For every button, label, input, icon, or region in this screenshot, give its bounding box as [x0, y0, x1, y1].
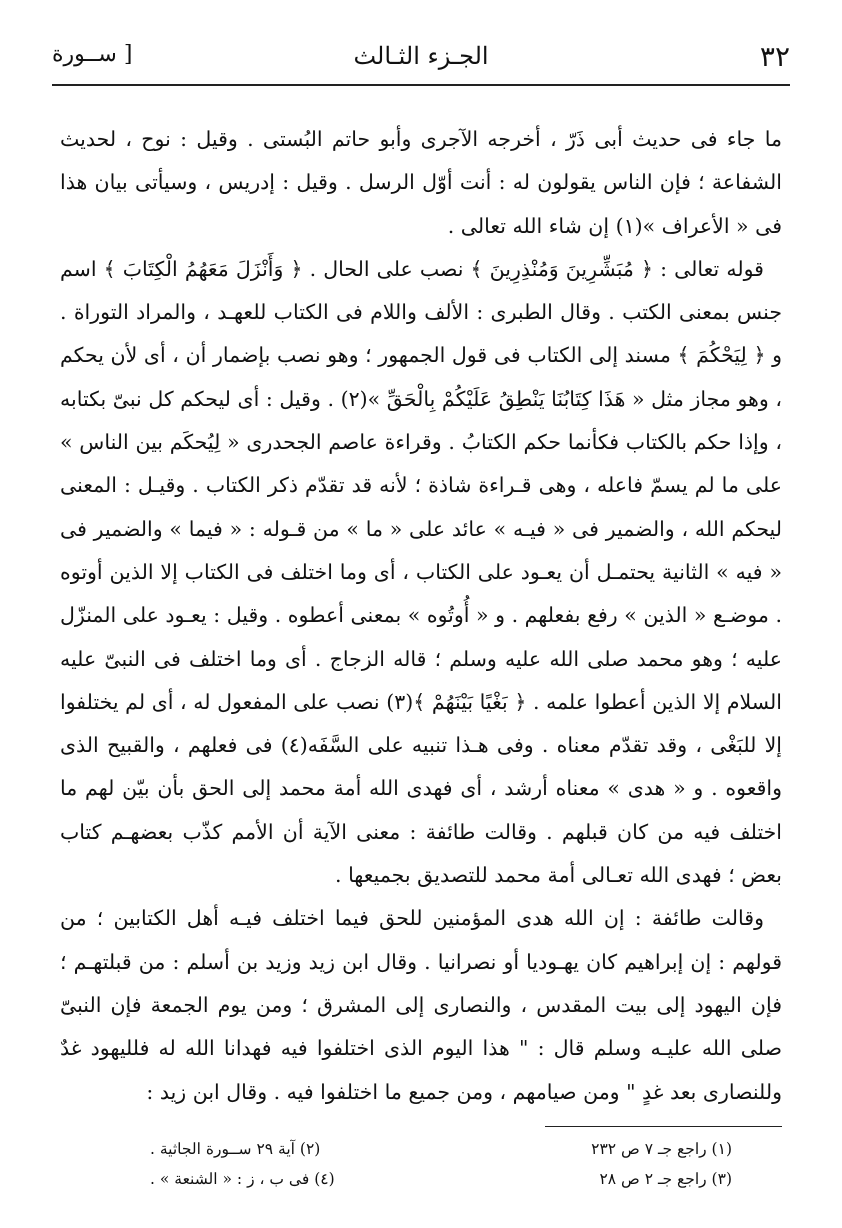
footnote: (٢) آية ٢٩ ســورة الجاثية .	[150, 1140, 321, 1158]
main-text	[60, 118, 782, 1114]
footnote-row	[150, 1134, 732, 1164]
footnote-rule	[545, 1126, 782, 1127]
footnotes	[150, 1134, 732, 1194]
paragraph: ما جاء فى حديث أبى ذَرّ ، أخرجه الآجرى وأبو حاتم البُستى . وقيل : نوح ، لحديث الشفاعة ؛ فإن الناس يقولون له : أنت أوّل الرسل . وقيل : إدريس ، وسيأتى بيان هذا فى « الأعراف »(١) إن شاء الله تعالى .	[60, 127, 782, 238]
footnote: (١) راجع جـ ٧ ص ٢٣٢	[591, 1140, 732, 1158]
footnote-row	[150, 1164, 732, 1194]
footnote: (٣) راجع جـ ٢ ص ٢٨	[599, 1170, 732, 1188]
paragraph: وقالت طائفة : إن الله هدى المؤمنين للحق فيما اختلف فيـه أهل الكتابين ؛ من قولهم : إن إبراهيم كان يهـوديا أو نصرانيا . وقال ابن زيد وزيد بن أسلم : من قبلتهـم ؛ فإن اليهود إلى بيت المقدس ، والنصارى إلى المشرق ؛ ومن يوم الجمعة فإن النبىّ صلى الله عليـه وسلم قال : " هذا اليوم الذى اختلفوا فيه فهدانا الله له فلليهود غدٌ وللنصارى بعد غدٍ " ومن صيامهم ، ومن جميع ما اختلفوا فيه . وقال ابن زيد :	[60, 906, 782, 1104]
footnote: (٤) فى ب ، ز : « الشنعة » .	[150, 1170, 335, 1188]
header-rule	[52, 84, 790, 86]
paragraph: قوله تعالى : ﴿ مُبَشِّرِينَ وَمُنْذِرِينَ ﴾ نصب على الحال . ﴿ وَأَنْزَلَ مَعَهُمُ الْكِتَابَ ﴾ اسم جنس بمعنى الكتب . وقال الطبرى : الألف واللام فى الكتاب للعهـد ، والمراد التوراة . و ﴿ لِيَحْكُمَ ﴾ مسند إلى الكتاب فى قول الجمهور ؛ وهو نصب بإضمار أن ، أى لأن يحكم ، وهو مجاز مثل « هَذَا كِتَابُنَا يَنْطِقُ عَلَيْكُمْ بِالْحَقِّ »(٢) . وقيل : أى ليحكم كل نبىّ بكتابه ، وإذا حكم بالكتاب فكأنما حكم الكتابُ . وقراءة عاصم الجحدرى « لِيُحكَم بين الناس » على ما لم يسمّ فاعله ، وهى قـراءة شاذة ؛ لأنه قد تقدّم ذكر الكتاب . وقيـل : المعنى ليحكم الله ، والضمير فى « فيـه » عائد على « ما » من قـوله : « فيما » والضمير فى « فيه » الثانية يحتمـل أن يعـود على الكتاب ، أى وما اختلف فى الكتاب إلا الذين أوتوه . موضـع « الذين » رفع بفعلهم . و « أُوتُوه » بمعنى أعطوه . وقيل : يعـود على المنزّل عليه ؛ وهو محمد صلى الله عليه وسلم ؛ قاله الزجاج . أى وما اختلف فى النبىّ عليه السلام إلا الذين أعطوا علمه . ﴿ بَغْيًا بَيْنَهُمْ ﴾(٣) نصب على المفعول له ، أى لم يختلفوا إلا للبَغْى ، وقد تقدّم معناه . وفى هـذا تنبيه على السَّفَه(٤) فى فعلهم ، والقبيح الذى واقعوه . و « هدى » معناه أرشد ، أى فهدى الله أمة محمد إلى الحق بأن بيّن لهم ما اختلف فيه من كان قبلهم . وقالت طائفة : معنى الآية أن الأمم كذّب بعضهـم كتاب بعض ؛ فهدى الله تعـالى أمة محمد للتصديق بجميعها .	[60, 256, 783, 888]
sura-label: [ ســورة	[52, 42, 133, 67]
page-header	[52, 38, 790, 78]
part-title: الجـزء الثـالث	[353, 42, 489, 70]
page-number: ٣٢	[759, 40, 790, 73]
